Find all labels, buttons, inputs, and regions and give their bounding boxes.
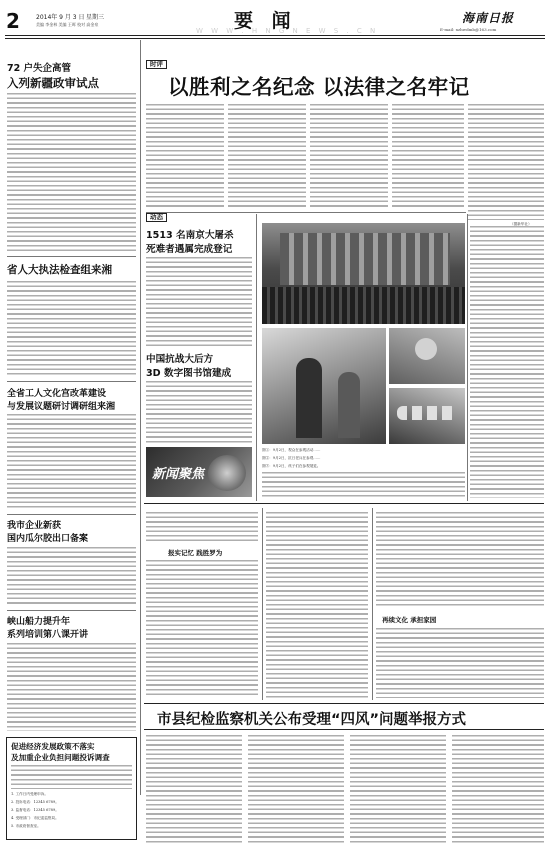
complaint-box-title-1: 促进经济发展政策不落实 xyxy=(11,742,95,751)
left-column-divider xyxy=(140,40,141,795)
left-headline-1b: 入列新疆政审试点 xyxy=(7,76,99,90)
dongtai-headline-1b: 死难者遇属完成登记 xyxy=(146,244,233,255)
complaint-item-3: 3. 监督电话：12345 6789。 xyxy=(11,808,59,812)
photo-1-flags xyxy=(280,233,450,285)
complaint-item-4: 4. 受理部门：市纪委监察局。 xyxy=(11,816,59,820)
dongtai-kicker-label: 动态 xyxy=(150,213,163,221)
complaint-box xyxy=(6,737,137,840)
dongtai-headline-2b: 3D 数字图书馆建成 xyxy=(146,368,232,379)
left-article-3-body xyxy=(7,414,136,510)
photo-4-children xyxy=(389,388,465,444)
top-story-byline: （据新华社） xyxy=(510,222,532,226)
page-number: 2 xyxy=(6,9,20,33)
contact-list-col-3 xyxy=(350,735,446,843)
right-column-divider xyxy=(467,214,468,501)
commentary-kicker-label: 时评 xyxy=(150,60,163,68)
editors-credit: 美编 李金林 美编 王晖 校对 高金泉 xyxy=(36,22,99,27)
complaint-item-1: 1. 工作日内受理申诉。 xyxy=(11,792,48,796)
dongtai-kicker xyxy=(146,213,167,222)
photo-3-veteran xyxy=(389,328,465,384)
bottom-article-1 xyxy=(146,512,258,542)
complaint-item-5: 5. 市政府督查室。 xyxy=(11,824,41,828)
middle-section-rule xyxy=(144,503,544,504)
photo-2-visitors xyxy=(262,328,386,444)
contact-email: E-mail: xzhwdmb@163.com xyxy=(440,27,497,32)
dongtai-column-divider xyxy=(256,214,257,501)
left-article-4-body xyxy=(7,547,136,605)
bottom-col-divider-1 xyxy=(262,508,263,700)
issue-weekday: 星期三 xyxy=(86,14,105,21)
photo-4-heads xyxy=(397,406,457,420)
site-watermark: W W W . H N G N E W S . C N xyxy=(196,27,379,35)
left-headline-2: 省人大执法检查组来湘 xyxy=(7,264,112,276)
contact-list-col-4 xyxy=(452,735,544,843)
bottom-col-divider-2 xyxy=(372,508,373,700)
top-story-col-5 xyxy=(468,104,544,220)
dongtai-headline-1a: 1513 名南京大屠杀 xyxy=(146,230,234,241)
newspaper-logo: 海南日报 xyxy=(462,11,515,25)
left-headline-5b: 系列培训第八课开讲 xyxy=(7,630,89,640)
issue-date: 2014年 9 月 3 日 xyxy=(36,14,85,21)
left-divider-3 xyxy=(7,514,136,515)
top-story-col-3 xyxy=(310,104,388,209)
masthead-rule-thin xyxy=(5,38,545,39)
right-column-body xyxy=(470,226,544,498)
left-headline-1a: 72 户失企高管 xyxy=(7,63,72,74)
left-divider-2 xyxy=(7,381,136,382)
dongtai-article-2-body xyxy=(146,381,252,444)
banner-rule-bottom xyxy=(144,729,544,730)
bottom-article-1-body xyxy=(146,560,258,698)
left-divider-4 xyxy=(7,610,136,611)
complaint-item-2: 2. 投诉电话：12345 6789。 xyxy=(11,800,59,804)
photo-banner-label: 新闻聚焦 xyxy=(152,467,205,482)
top-story-col-1 xyxy=(146,104,224,209)
bottom-article-3-body xyxy=(376,628,544,698)
left-headline-4b: 国内瓜尔胶出口备案 xyxy=(7,534,89,544)
photo-caption-1: 图①：9月2日，观众在参观活动…… xyxy=(262,448,321,452)
photo-2-figure-2 xyxy=(338,372,360,438)
contact-list-col-1 xyxy=(146,735,242,843)
photo-2-figure xyxy=(296,358,322,438)
left-headline-3b: 与发展议题研讨调研组来湘 xyxy=(7,402,116,412)
top-story-divider xyxy=(146,212,466,213)
photo-caption-3: 图③：9月2日，孩子们在参观展览。 xyxy=(262,464,321,468)
contact-list-col-2 xyxy=(248,735,344,843)
photo-3-head xyxy=(415,338,437,360)
section-title: 要 闻 xyxy=(234,10,297,32)
column-kicker-1: 报实记忆 践胜罗为 xyxy=(168,549,223,557)
photo-banner-news-focus xyxy=(146,447,252,497)
complaint-box-intro xyxy=(11,765,132,789)
bottom-article-2-body xyxy=(266,512,368,698)
bottom-banner-title: 市县纪检监察机关公布受理“四风”问题举报方式 xyxy=(157,712,467,728)
photo-1-crowd xyxy=(262,287,465,324)
bottom-article-3-top xyxy=(376,512,544,608)
dongtai-article-1-body xyxy=(146,257,252,348)
photo-caption-2: 图②：9月2日，抗日老兵在参观…… xyxy=(262,456,321,460)
left-divider-1 xyxy=(7,256,136,257)
top-story-col-2 xyxy=(228,104,306,209)
left-headline-5a: 峡山船力提升年 xyxy=(7,617,71,627)
left-article-1-body xyxy=(7,93,136,251)
complaint-box-title-2: 及加重企业负担问题投诉调查 xyxy=(11,753,110,762)
banner-rule-top xyxy=(144,703,544,704)
left-article-5-body xyxy=(7,643,136,731)
dongtai-headline-2a: 中国抗战大后方 xyxy=(146,354,214,365)
left-headline-3a: 全省工人文化宫改革建设 xyxy=(7,389,107,399)
photo-banner-shape xyxy=(208,455,246,491)
masthead-rule xyxy=(5,35,545,36)
column-kicker-2: 再续文化 承担家园 xyxy=(382,616,437,624)
left-headline-4a: 我市企业新获 xyxy=(7,521,62,531)
photo-caption-more xyxy=(262,472,465,498)
top-story-col-4 xyxy=(392,104,464,209)
left-article-2-body xyxy=(7,281,136,377)
commentary-kicker xyxy=(146,60,167,69)
photo-1-hall xyxy=(262,223,465,324)
top-story-headline: 以胜利之名纪念 以法律之名牢记 xyxy=(168,75,470,99)
